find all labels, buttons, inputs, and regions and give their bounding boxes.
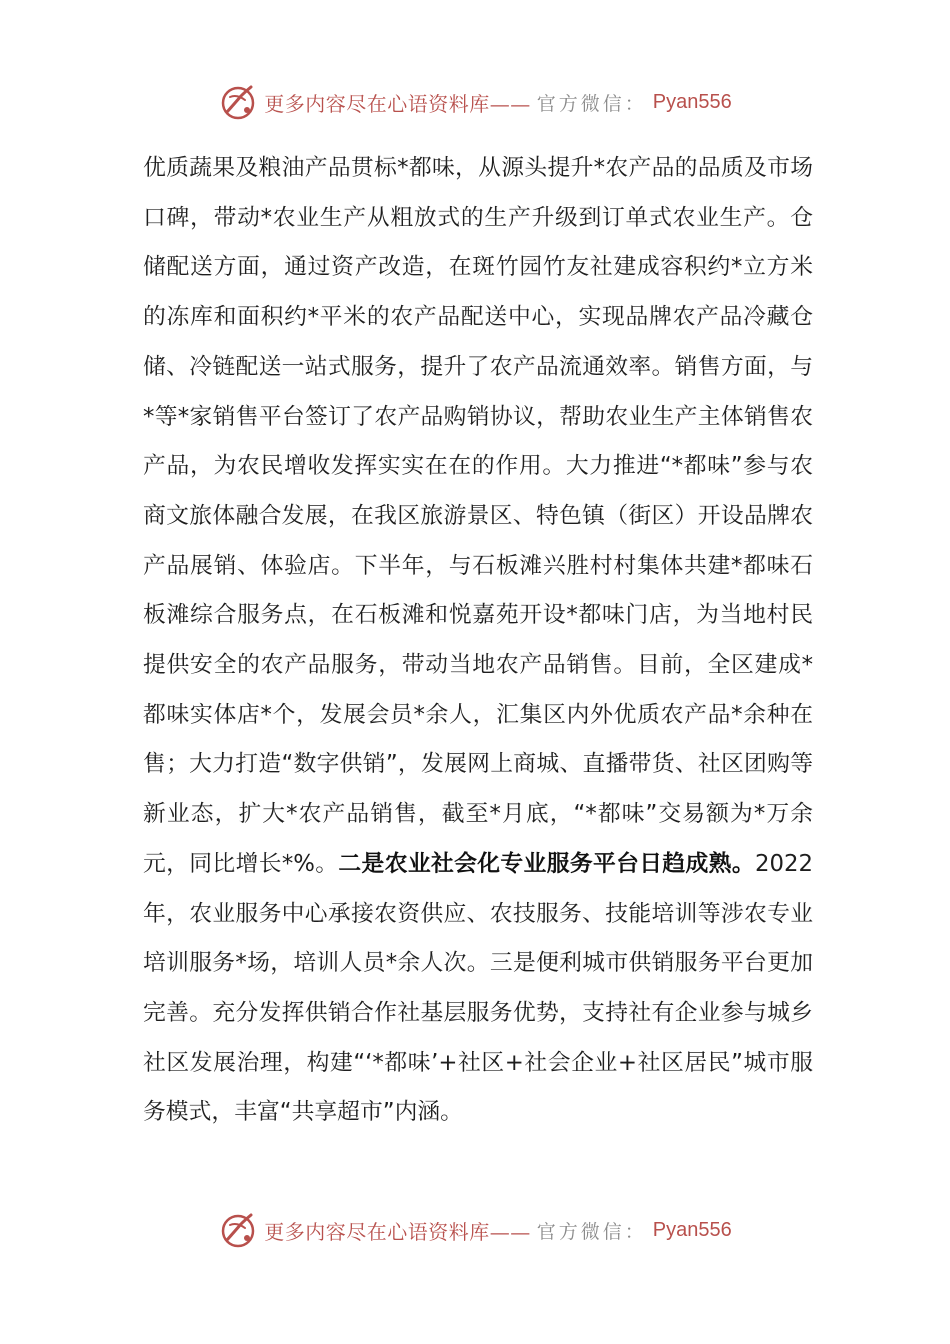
paragraph-part-2: 2022 年，农业服务中心承接农资供应、农技服务、技能培训等涉农专业培训服务*场，培训人员*余人次。三是便利城市供销服务平台更加完善。充分发挥供销合作社基层服务优势，支持社有企业参与城乡社区发展治理，构建“‘*都味’+社区+社会企业+社区居民”城市服务模式，丰富“共享超市”内涵。 — [143, 850, 814, 1126]
header-banner — [0, 80, 950, 124]
footer-banner — [0, 1208, 950, 1252]
banner-slogan: 更多内容尽在心语资料库—— — [264, 91, 531, 116]
wechat-id: Pyan556 — [652, 1218, 732, 1241]
wechat-label: 官方微信： — [536, 92, 647, 115]
logo-icon — [218, 82, 258, 122]
bold-heading: 二是农业社会化专业服务平台日趋成熟。 — [338, 850, 755, 877]
logo-icon — [218, 1210, 258, 1250]
wechat-id: Pyan556 — [652, 90, 732, 113]
body-paragraph — [143, 144, 813, 1138]
paragraph-part-1: 优质蔬果及粮油产品贯标*都味，从源头提升*农产品的品质及市场口碑，带动*农业生产从粗放式的生产升级到订单式农业生产。仓储配送方面，通过资产改造，在斑竹园竹友社建成容积约*立方米的冻库和面积约*平米的农产品配送中心，实现品牌农产品冷藏仓储、冷链配送一站式服务，提升了农产品流通效率。销售方面，与*等*家销售平台签订了农产品购销协议，帮助农业生产主体销售农产品，为农民增收发挥实实在在的作用。大力推进“*都味”参与农商文旅体融合发展，在我区旅游景区、特色镇（街区）开设品牌农产品展销、体验店。下半年，与石板滩兴胜村村集体共建*都味石板滩综合服务点，在石板滩和悦嘉苑开设*都味门店，为当地村民提供安全的农产品服务，带动当地农产品销售。目前，全区建成*都味实体店*个，发展会员*余人，汇集区内外优质农产品*余种在售；大力打造“数字供销”，发展网上商城、直播带货、社区团购等新业态，扩大*农产品销售，截至*月底，“*都味”交易额为*万余元，同比增长*%。 — [143, 155, 813, 877]
banner-slogan: 更多内容尽在心语资料库—— — [264, 1219, 531, 1244]
wechat-label: 官方微信： — [536, 1220, 647, 1243]
